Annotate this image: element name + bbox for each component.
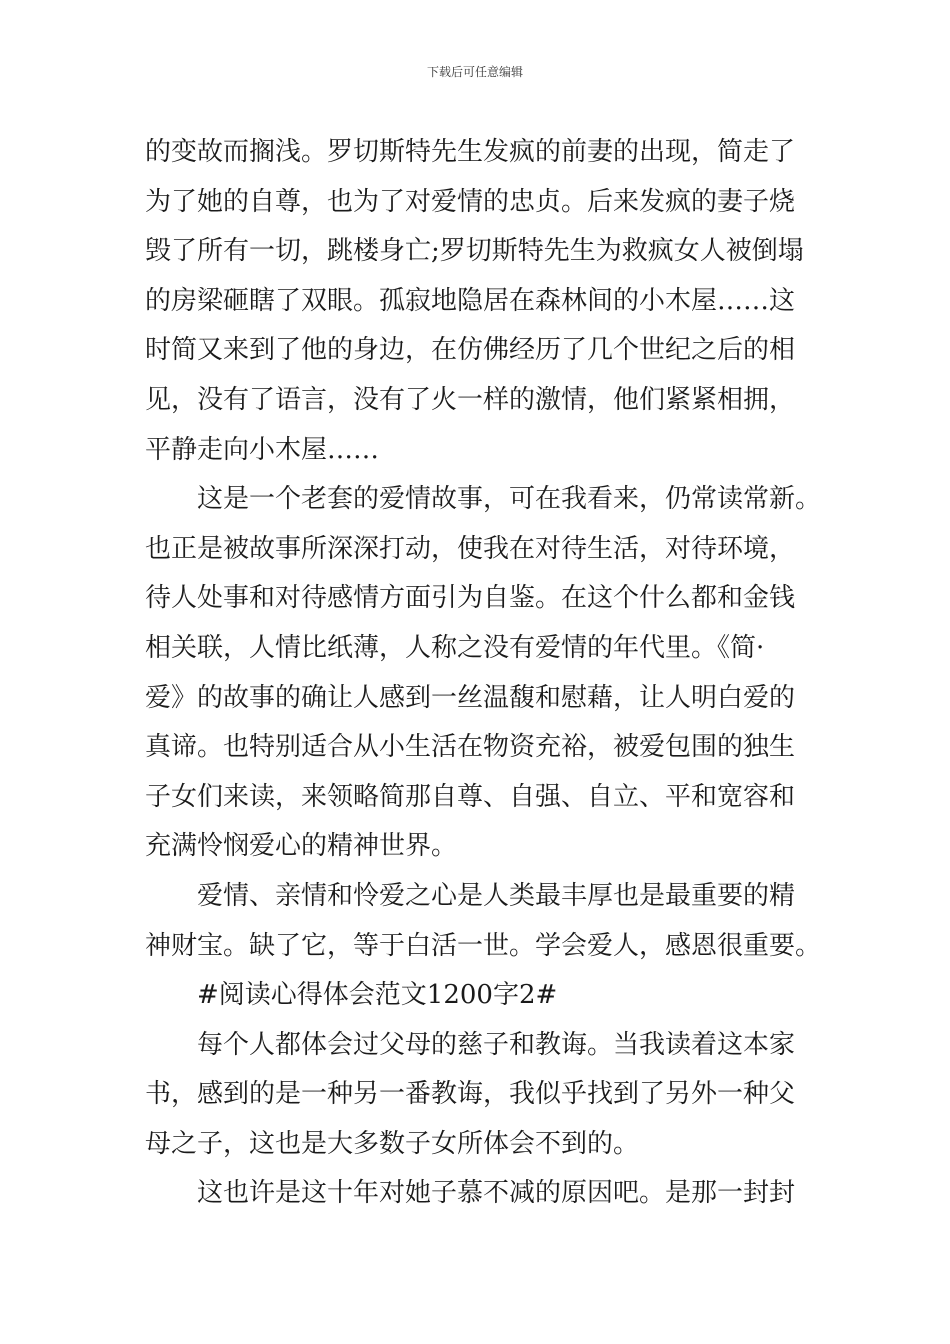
text-line: 毁了所有一切，跳楼身亡;罗切斯特先生为救疯女人被倒塌 <box>145 236 804 267</box>
document-body <box>145 128 825 1219</box>
text-line: 的变故而搁浅。罗切斯特先生发疯的前妻的出现，简走了 <box>145 137 796 167</box>
text-line: 书，感到的是一种另一番教诲，我似乎找到了另外一种父 <box>145 1079 796 1110</box>
text-line: 时简又来到了他的身边，在仿佛经历了几个世纪之后的相 <box>145 335 796 366</box>
section-heading: #阅读心得体会范文1200字2# <box>197 980 558 1011</box>
text-line: 也正是被故事所深深打动，使我在对待生活，对待环境， <box>145 533 796 564</box>
text-line: 的房梁砸瞎了双眼。孤寂地隐居在森林间的小木屋……这 <box>145 285 796 316</box>
text-line: 平静走向小木屋…… <box>145 434 380 465</box>
text-line: 爱》的故事的确让人感到一丝温馥和慰藉，让人明白爱的 <box>145 682 796 713</box>
text-line: 母之子，这也是大多数子女所体会不到的。 <box>145 1128 640 1159</box>
text-line: 为了她的自尊，也为了对爱情的忠贞。后来发疯的妻子烧 <box>145 186 796 217</box>
text-line: 见，没有了语言，没有了火一样的激情，他们紧紧相拥， <box>145 384 796 415</box>
page-header: 下载后可任意编辑 <box>426 65 523 79</box>
text-line: 爱情、亲情和怜爱之心是人类最丰厚也是最重要的精 <box>197 880 796 911</box>
text-line: 子女们来读，来领略简那自尊、自强、自立、平和宽容和 <box>145 781 796 812</box>
text-line: 这是一个老套的爱情故事，可在我看来，仍常读常新。 <box>197 484 822 515</box>
text-line: 这也许是这十年对她子慕不减的原因吧。是那一封封 <box>197 1178 796 1209</box>
text-line: 每个人都体会过父母的慈子和教诲。当我读着这本家 <box>197 1029 796 1060</box>
text-line: 充满怜悯爱心的精神世界。 <box>145 831 458 862</box>
text-line: 相关联，人情比纸薄，人称之没有爱情的年代里。《简· <box>145 632 765 663</box>
text-line: 神财宝。缺了它，等于白活一世。学会爱人，感恩很重要。 <box>145 930 822 961</box>
text-line: 真谛。也特别适合从小生活在物资充裕，被爱包围的独生 <box>145 732 796 763</box>
text-line: 待人处事和对待感情方面引为自鉴。在这个什么都和金钱 <box>145 583 796 614</box>
